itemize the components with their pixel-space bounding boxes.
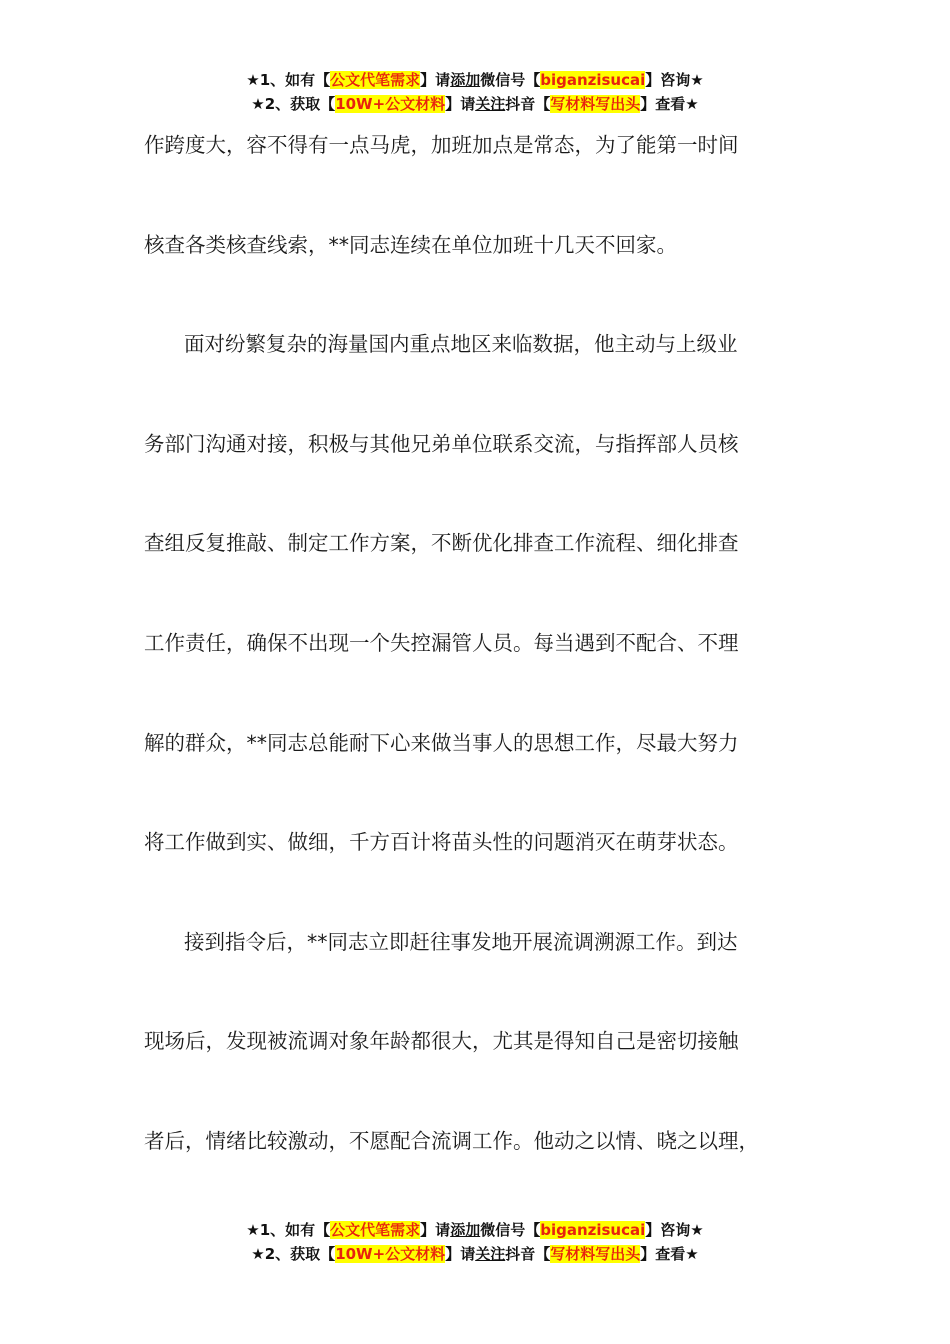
banner-text: 微信号【 xyxy=(480,71,541,89)
banner-highlight: biganzisucai xyxy=(540,71,646,89)
body-line: 务部门沟通对接，积极与其他兄弟单位联系交流，与指挥部人员核 xyxy=(144,431,739,456)
banner-text: 】请 xyxy=(420,1221,451,1239)
banner-underlined-text: 关注 xyxy=(475,1245,506,1263)
body-line: 面对纷繁复杂的海量国内重点地区来临数据，他主动与上级业 xyxy=(184,332,738,357)
footer-banner xyxy=(0,1218,950,1266)
banner-highlight: 公文代笔需求 xyxy=(330,71,421,89)
banner-line-2 xyxy=(0,92,950,116)
banner-underlined-text: 添加 xyxy=(450,1221,481,1239)
banner-text: 】查看★ xyxy=(640,1245,699,1263)
banner-highlight: 公文代笔需求 xyxy=(330,1221,421,1239)
body-line: 核查各类核查线索，**同志连续在单位加班十几天不回家。 xyxy=(144,232,677,257)
body-line: 将工作做到实、做细，千方百计将苗头性的问题消灭在萌芽状态。 xyxy=(144,830,739,855)
banner-underlined-text: 关注 xyxy=(475,95,506,113)
banner-text: 】请 xyxy=(420,71,451,89)
banner-line-1 xyxy=(0,68,950,92)
banner-line-1 xyxy=(0,1218,950,1242)
banner-text: 】请 xyxy=(445,95,476,113)
body-line: 工作责任，确保不出现一个失控漏管人员。每当遇到不配合、不理 xyxy=(144,630,739,655)
document-body xyxy=(144,125,814,1221)
body-line: 现场后，发现被流调对象年龄都很大，尤其是得知自己是密切接触 xyxy=(144,1029,739,1054)
body-line: 接到指令后，**同志立即赶往事发地开展流调溯源工作。到达 xyxy=(184,929,738,954)
body-line: 作跨度大，容不得有一点马虎，加班加点是常态，为了能第一时间 xyxy=(144,133,739,157)
banner-text: 微信号【 xyxy=(480,1221,541,1239)
banner-highlight: 写材料写出头 xyxy=(550,95,641,113)
banner-text: 抖音【 xyxy=(505,1245,551,1263)
banner-highlight: 10W+公文材料 xyxy=(335,1245,446,1263)
banner-text: ★2、获取【 xyxy=(251,1245,336,1263)
body-line: 查组反复推敲、制定工作方案，不断优化排查工作流程、细化排查 xyxy=(144,531,739,556)
body-line: 者后，情绪比较激动，不愿配合流调工作。他动之以情、晓之以理， xyxy=(144,1128,759,1153)
banner-text: 】咨询★ xyxy=(645,71,704,89)
banner-highlight: 写材料写出头 xyxy=(550,1245,641,1263)
banner-line-2 xyxy=(0,1242,950,1266)
body-line: 解的群众，**同志总能耐下心来做当事人的思想工作，尽最大努力 xyxy=(144,730,739,755)
banner-highlight: 10W+公文材料 xyxy=(335,95,446,113)
banner-text: 抖音【 xyxy=(505,95,551,113)
banner-underlined-text: 添加 xyxy=(450,71,481,89)
banner-text: 】查看★ xyxy=(640,95,699,113)
banner-text: ★2、获取【 xyxy=(251,95,336,113)
banner-text: ★1、如有【 xyxy=(246,1221,331,1239)
banner-highlight: biganzisucai xyxy=(540,1221,646,1239)
banner-text: 】请 xyxy=(445,1245,476,1263)
header-banner xyxy=(0,68,950,116)
banner-text: 】咨询★ xyxy=(645,1221,704,1239)
banner-text: ★1、如有【 xyxy=(246,71,331,89)
